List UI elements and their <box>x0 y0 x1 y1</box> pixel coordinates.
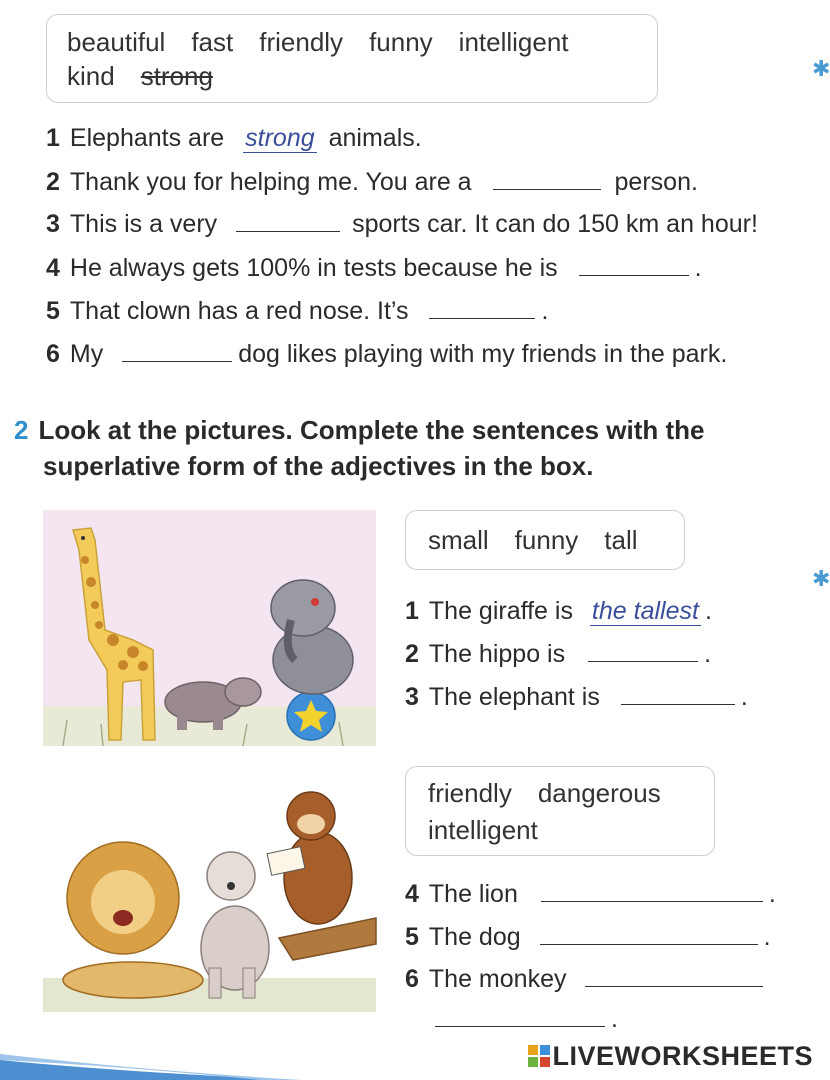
word-box-3-row1 <box>428 775 692 812</box>
answer-field[interactable]: the tallest <box>591 597 699 625</box>
word-friendly: friendly <box>428 778 512 808</box>
sentence-start: This is a very <box>69 210 218 238</box>
ex1-item-2 <box>46 168 698 197</box>
sentence-end: person. <box>614 168 698 196</box>
sentence-start: He always gets 100% in tests because he is <box>69 254 558 282</box>
sentence-end: . <box>763 923 771 951</box>
sentence-start: The giraffe is <box>428 597 573 625</box>
ex2-item-2 <box>405 640 711 669</box>
ex1-item-4 <box>46 254 702 283</box>
sentence-end: . <box>611 1005 618 1033</box>
item-number: 4 <box>405 880 419 908</box>
picture-giraffe-hippo-elephant <box>43 510 376 746</box>
word-box-2 <box>405 510 685 570</box>
item-number: 2 <box>405 640 419 668</box>
answer-blank[interactable] <box>585 968 763 987</box>
sentence-start: The lion <box>428 880 518 908</box>
sentence-end: sports car. It can do 150 km an hour! <box>352 210 758 238</box>
ex2-item-1 <box>405 597 712 626</box>
ex2-item-3 <box>405 683 748 712</box>
item-number: 3 <box>46 210 60 238</box>
answer-field[interactable]: strong <box>245 124 315 152</box>
sentence-end: . <box>704 597 712 625</box>
ex1-item-1 <box>46 124 422 153</box>
item-number: 1 <box>405 597 419 625</box>
item-number: 6 <box>405 965 419 993</box>
ex1-item-5 <box>46 297 548 326</box>
word-kind: kind <box>67 61 115 91</box>
word-beautiful: beautiful <box>67 27 166 57</box>
word-tall: tall <box>604 525 638 555</box>
lion-figure <box>63 842 203 998</box>
item-number: 1 <box>46 124 60 152</box>
ex2-item-6 <box>405 965 763 994</box>
word-fast: fast <box>191 27 234 57</box>
instruction-line-1: Look at the pictures. Complete the sentences with the <box>38 415 705 445</box>
monkey-figure <box>267 792 376 960</box>
liveworksheets-logo <box>528 1041 813 1072</box>
ex1-item-6 <box>46 340 727 369</box>
picture-lion-dog-monkey <box>43 768 376 1012</box>
decorative-swoosh <box>0 1020 300 1080</box>
word-box-3 <box>405 766 715 856</box>
star-icon: ✱ <box>812 566 830 591</box>
word-strong-crossed: strong <box>140 61 213 91</box>
word-box-3-row2 <box>428 812 692 849</box>
word-intelligent: intelligent <box>458 27 569 57</box>
word-box-1 <box>46 14 658 103</box>
sentence-start: Elephants are <box>69 124 225 152</box>
sentence-end: animals. <box>328 124 422 152</box>
ex2-item-6-continued <box>435 1005 618 1034</box>
sentence-start: The elephant is <box>428 683 600 711</box>
sentence-end: . <box>704 640 712 668</box>
animals-illustration-1 <box>43 510 376 746</box>
dog-figure <box>201 852 269 998</box>
word-small: small <box>428 525 489 555</box>
sentence-start: The monkey <box>428 965 567 993</box>
logo-mark-icon <box>528 1045 550 1067</box>
animals-illustration-2 <box>43 768 376 1012</box>
sentence-start: Thank you for helping me. You are a <box>69 168 472 196</box>
sentence-end: . <box>541 297 549 325</box>
ex2-item-4 <box>405 880 776 909</box>
instruction-line-2: superlative form of the adjectives in the box. <box>43 451 594 481</box>
item-number: 3 <box>405 683 419 711</box>
sentence-start: The hippo is <box>428 640 566 668</box>
sentence-start: My <box>69 340 104 368</box>
item-number: 5 <box>46 297 60 325</box>
word-funny: funny <box>369 27 433 57</box>
answer-blank[interactable] <box>429 300 535 319</box>
answer-blank[interactable] <box>621 686 735 705</box>
item-number: 4 <box>46 254 60 282</box>
exercise-2-heading <box>14 412 704 484</box>
item-number: 6 <box>46 340 60 368</box>
item-number: 5 <box>405 923 419 951</box>
word-funny: funny <box>514 525 579 555</box>
item-number: 2 <box>46 168 60 196</box>
ex2-item-5 <box>405 923 771 952</box>
answer-blank[interactable] <box>122 343 232 362</box>
word-friendly: friendly <box>259 27 344 57</box>
word-box-1-row1 <box>67 25 637 59</box>
sentence-start: The dog <box>428 923 521 951</box>
answer-blank[interactable] <box>579 257 689 276</box>
exercise-number: 2 <box>14 415 29 445</box>
sentence-end: . <box>740 683 748 711</box>
answer-blank[interactable] <box>236 213 340 232</box>
answer-blank[interactable] <box>493 171 601 190</box>
word-intelligent: intelligent <box>428 815 538 845</box>
ex1-item-3 <box>46 210 758 239</box>
star-icon: ✱ <box>812 56 830 81</box>
sentence-end: dog likes playing with my friends in the park. <box>238 340 728 368</box>
sentence-start: That clown has a red nose. It’s <box>69 297 409 325</box>
answer-blank[interactable] <box>540 926 758 945</box>
answer-blank[interactable] <box>435 1008 605 1027</box>
word-dangerous: dangerous <box>537 778 661 808</box>
answer-blank[interactable] <box>588 643 698 662</box>
word-box-1-row2 <box>67 59 637 93</box>
logo-text: LIVEWORKSHEETS <box>552 1041 813 1071</box>
sentence-end: . <box>768 880 776 908</box>
sentence-end: . <box>694 254 702 282</box>
answer-blank[interactable] <box>541 883 763 902</box>
